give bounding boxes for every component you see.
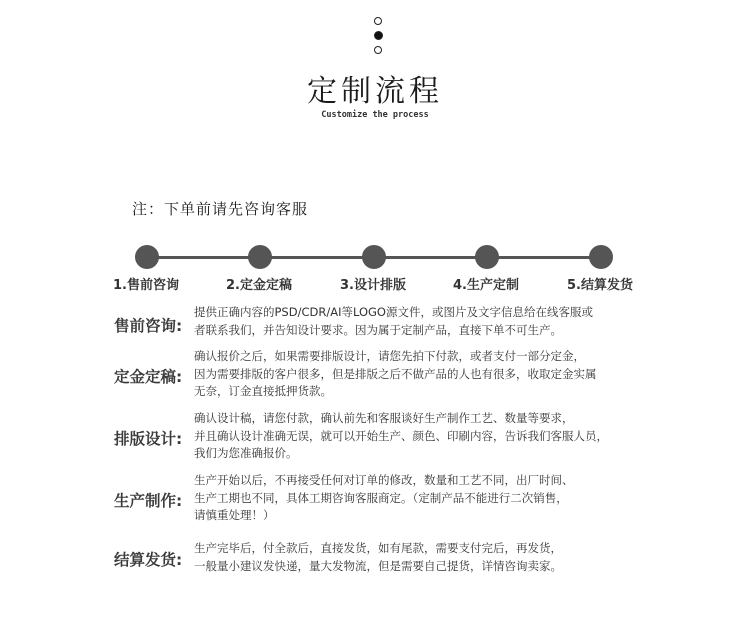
step-label-1: 1.售前咨询	[113, 278, 179, 293]
step-dot-1	[135, 245, 159, 269]
detail-line: 确认报价之后，如果需要排版设计，请您先拍下付款，或者支付一部分定金，	[194, 349, 585, 363]
page-subtitle: Customize the process	[321, 110, 429, 120]
detail-line: 一般量小建议发快递，量大发物流，但是需要自己提货，详情咨询卖家。	[194, 558, 562, 573]
detail-line: 确认设计稿，请您付款，确认前先和客服谈好生产制作工艺、数量等要求，	[194, 411, 574, 425]
detail-heading: 定金定稿:	[114, 368, 183, 386]
detail-line: 生产开始以后，不再接受任何对订单的修改，数量和工艺不同，出厂时间、	[194, 473, 574, 487]
detail-heading: 结算发货:	[114, 551, 183, 569]
detail-line: 因为需要排版的客户很多，但是排版之后不做产品的人也有很多，收取定金实属	[194, 366, 597, 381]
detail-line: 者联系我们，并告知设计要求。因为属于定制产品，直接下单不可生产。	[194, 322, 562, 337]
step-label-4: 4.生产定制	[453, 278, 519, 293]
step-dot-2	[248, 245, 272, 269]
detail-line: 无奈，订金直接抵押货款。	[194, 384, 332, 398]
detail-line: 请慎重处理！）	[194, 508, 275, 522]
step-dot-3	[362, 245, 386, 269]
step-label-5: 5.结算发货	[567, 278, 633, 293]
filled-dot-icon	[374, 31, 383, 40]
detail-line: 提供正确内容的PSD/CDR/AI等LOGO源文件，或图片及文字信息给在线客服或	[194, 305, 593, 319]
step-dot-5	[589, 245, 613, 269]
detail-text	[194, 304, 654, 339]
step-label-3: 3.设计排版	[340, 278, 406, 293]
detail-heading: 排版设计:	[114, 430, 183, 448]
detail-text	[194, 472, 654, 525]
detail-heading: 售前咨询:	[114, 317, 183, 335]
detail-line: 并且确认设计准确无误，就可以开始生产、颜色、印刷内容，告诉我们客服人员，	[194, 428, 608, 443]
detail-line: 我们为您准确报价。	[194, 446, 298, 460]
decorative-dots-icon	[373, 17, 383, 60]
detail-text	[194, 348, 654, 401]
step-dot-4	[475, 245, 499, 269]
detail-line: 生产完毕后，付全款后，直接发货，如有尾款，需要支付完后，再发货，	[194, 541, 562, 555]
hollow-dot-icon	[374, 46, 382, 54]
step-label-2: 2.定金定稿	[226, 278, 292, 293]
detail-heading: 生产制作:	[114, 492, 183, 510]
hollow-dot-icon	[374, 17, 382, 25]
page-title: 定制流程	[307, 74, 443, 109]
detail-text	[194, 540, 654, 575]
order-note: 注：下单前请先咨询客服	[132, 200, 309, 218]
detail-line: 生产工期也不同，具体工期咨询客服商定。（定制产品不能进行二次销售，	[194, 490, 568, 505]
detail-text	[194, 410, 654, 463]
